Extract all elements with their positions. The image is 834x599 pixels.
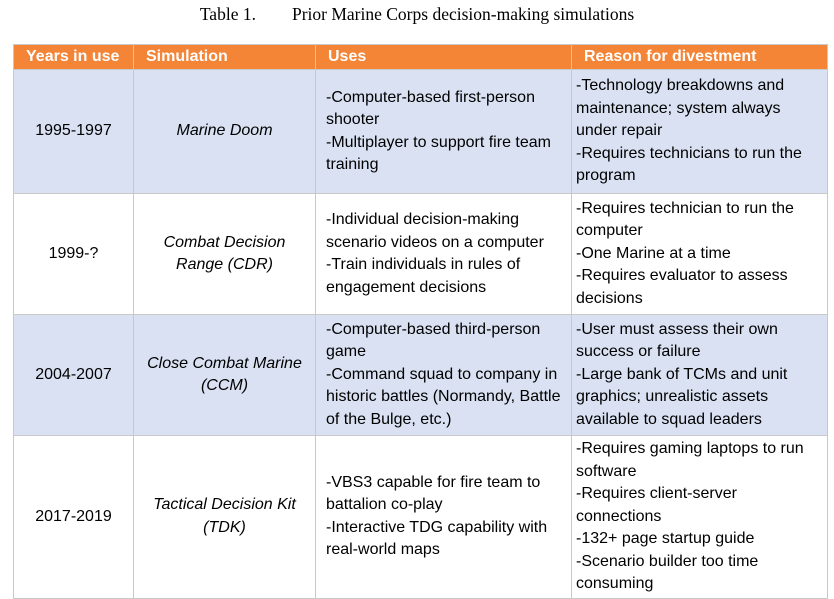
header-years: Years in use xyxy=(14,45,134,70)
table-number: Table 1. xyxy=(199,4,256,24)
use-item: -VBS3 capable for fire team to battalion co-play xyxy=(326,473,541,514)
use-item: -Individual decision-making scenario videos on a computer xyxy=(326,211,544,251)
header-reason: Reason for divestment xyxy=(572,45,828,70)
reason-item: -Requires technicians to run the program xyxy=(576,144,802,185)
use-item: -Computer-based third-person game xyxy=(326,320,541,361)
table-row xyxy=(14,194,828,315)
simulation-cell: Combat Decision Range (CDR) xyxy=(134,194,316,315)
table-header-row xyxy=(14,45,828,70)
reason-item: -Large bank of TCMs and unit graphics; unrealistic assets available to squad leaders xyxy=(576,365,788,428)
reason-item: -Scenario builder too time consuming xyxy=(576,552,759,592)
uses-cell xyxy=(316,194,572,315)
simulation-cell: Close Combat Marine (CCM) xyxy=(134,315,316,436)
table-row xyxy=(14,436,828,599)
years-cell: 2017-2019 xyxy=(14,436,134,599)
reason-cell xyxy=(572,315,828,436)
reason-item: -One Marine at a time xyxy=(576,244,731,262)
reason-cell xyxy=(572,194,828,315)
reason-item: -Technology breakdowns and maintenance; system always under repair xyxy=(576,77,785,140)
years-cell: 2004-2007 xyxy=(14,315,134,436)
reason-item: -Requires evaluator to assess decisions xyxy=(576,267,788,307)
simulation-cell: Tactical Decision Kit (TDK) xyxy=(134,436,316,599)
use-item: -Train individuals in rules of engagement decisions xyxy=(326,256,521,296)
uses-cell xyxy=(316,315,572,436)
years-cell: 1999-? xyxy=(14,194,134,315)
header-simulation: Simulation xyxy=(134,45,316,70)
table-caption xyxy=(0,2,834,28)
header-uses: Uses xyxy=(316,45,572,70)
use-item: -Computer-based first-person shooter xyxy=(326,88,535,128)
reason-item: -132+ page startup guide xyxy=(576,530,755,547)
reason-item: -Requires client-server connections xyxy=(576,485,737,525)
table-row xyxy=(14,315,828,436)
reason-item: -User must assess their own success or failure xyxy=(576,320,778,361)
reason-cell xyxy=(572,436,828,599)
reason-item: -Requires technician to run the computer xyxy=(576,199,794,240)
reason-cell xyxy=(572,70,828,194)
uses-cell xyxy=(316,436,572,599)
table-title: Prior Marine Corps decision-making simulations xyxy=(291,4,635,24)
years-cell: 1995-1997 xyxy=(14,70,134,194)
use-item: -Command squad to company in historic battles (Normandy, Battle of the Bulge, etc.) xyxy=(326,365,561,428)
simulations-table xyxy=(13,44,828,599)
use-item: -Interactive TDG capability with real-world maps xyxy=(326,518,548,559)
reason-item: -Requires gaming laptops to run software xyxy=(576,440,804,480)
uses-cell xyxy=(316,70,572,194)
use-item: -Multiplayer to support fire team training xyxy=(326,133,551,173)
simulation-cell: Marine Doom xyxy=(134,70,316,194)
table-row xyxy=(14,70,828,194)
